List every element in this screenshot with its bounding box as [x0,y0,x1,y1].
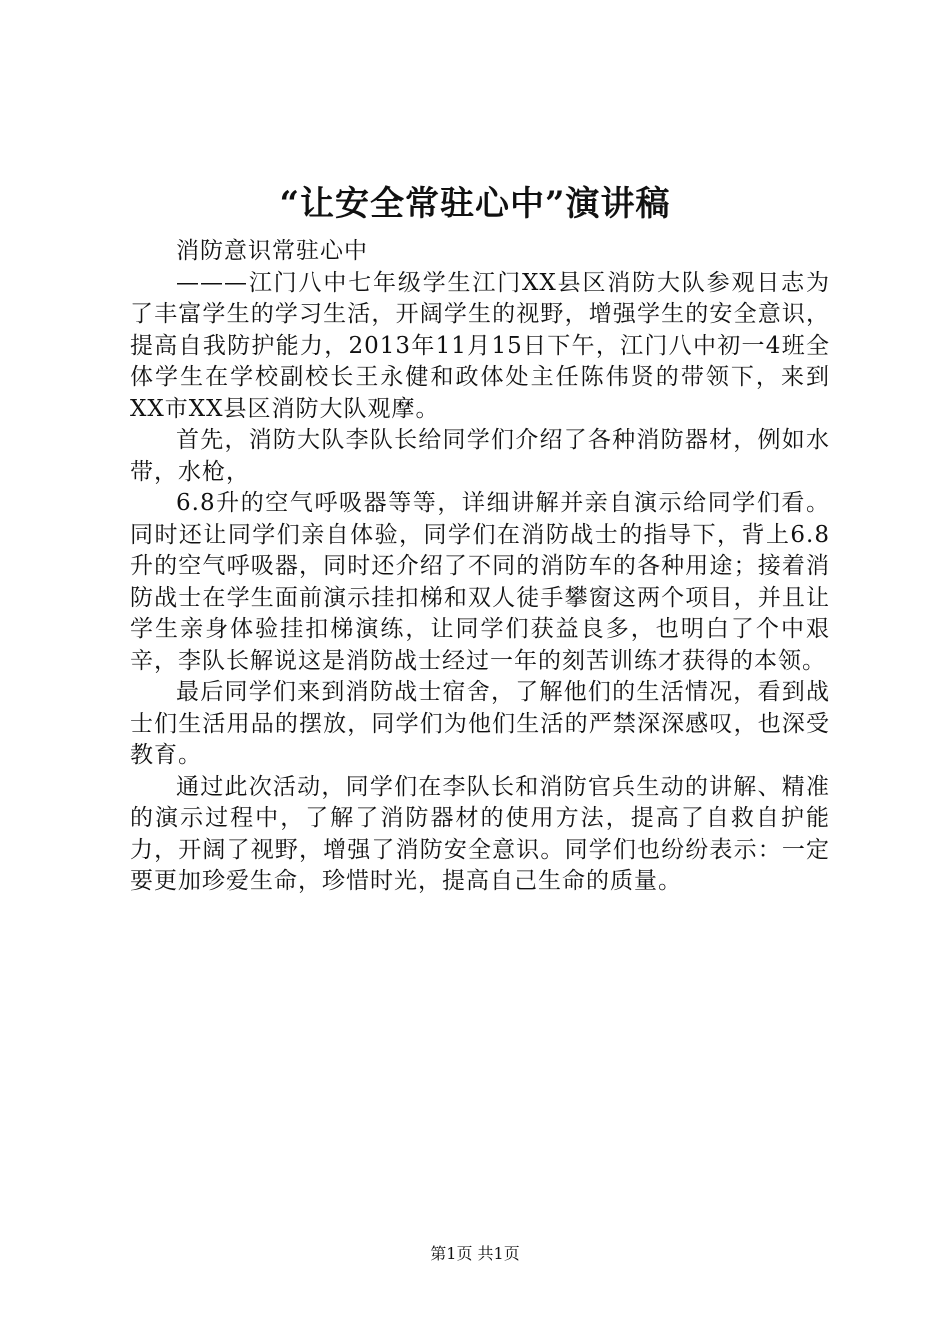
paragraph-dormitory: 最后同学们来到消防战士宿舍，了解他们的生活情况，看到战士们生活用品的摆放，同学们为他们生活的严禁深深感叹，也深受教育。 [130,679,830,768]
paragraph-intro: ———江门八中七年级学生江门XX县区消防大队参观日志为了丰富学生的学习生活，开阔学生的视野，增强学生的安全意识，提高自我防护能力，2013年11月15日下午，江门八中初一4班全体学生在学校副校长王永健和政体处主任陈伟贤的带领下，来到XX市XX县区消防大队观摩。 [130,269,830,422]
paragraph-equipment: 6.8升的空气呼吸器等等，详细讲解并亲自演示给同学们看。同时还让同学们亲自体验，同学们在消防战士的指导下，背上6.8升的空气呼吸器，同时还介绍了不同的消防车的各种用途；接着消防战士在学生面前演示挂扣梯和双人徒手攀窗这两个项目，并且让学生亲身体验挂扣梯演练，让同学们获益良多，也明白了个中艰辛，李队长解说这是消防战士经过一年的刻苦训练才获得的本领。 [130,490,830,674]
document-title: “让安全常驻心中”演讲稿 [279,184,671,224]
paragraph-subtitle: 消防意识常驻心中 [176,238,368,264]
paragraph-first: 首先，消防大队李队长给同学们介绍了各种消防器材，例如水带，水枪， [130,427,830,485]
paragraph-conclusion: 通过此次活动，同学们在李队长和消防官兵生动的讲解、精准的演示过程中，了解了消防器材的使用方法，提高了自救自护能力，开阔了视野，增强了消防安全意识。同学们也纷纷表示：一定要更加珍爱生命，珍惜时光，提高自己生命的质量。 [130,773,830,894]
page-footer: 第1页 共1页 [430,1244,520,1263]
document-body [130,236,830,898]
